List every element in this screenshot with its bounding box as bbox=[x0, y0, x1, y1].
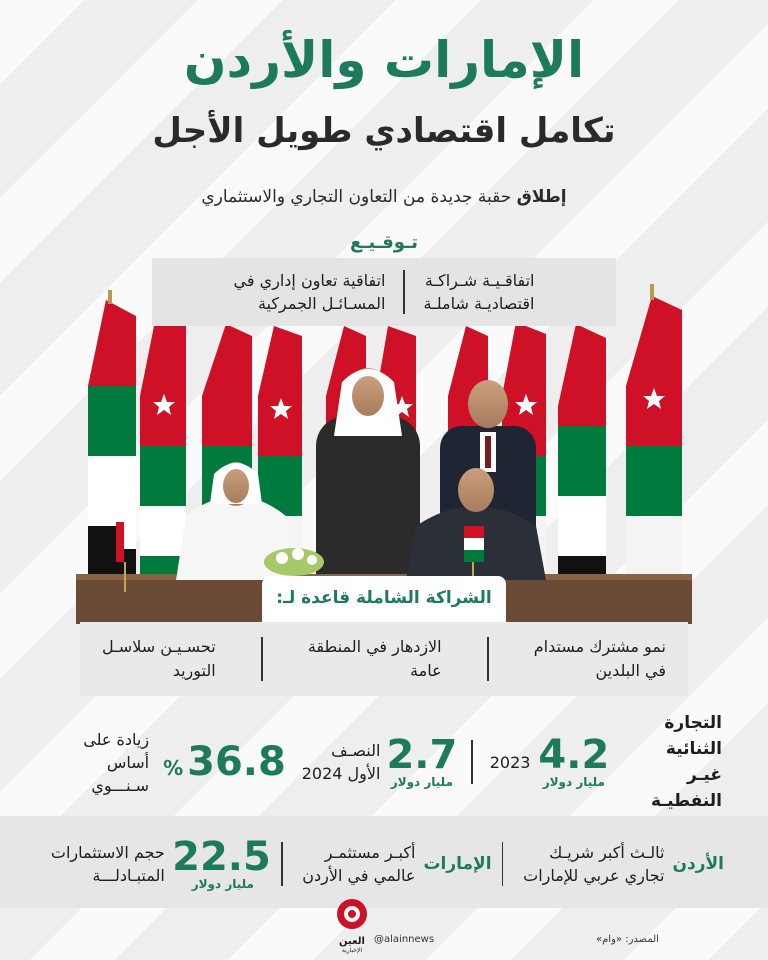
uae-flag-3 bbox=[558, 324, 606, 596]
social-handle: @alainnews bbox=[374, 934, 435, 945]
page-subtitle: تكامل اقتصادي طويل الأجل bbox=[152, 111, 616, 151]
signing-item bbox=[405, 269, 552, 315]
trade-2023-value-block bbox=[538, 732, 610, 789]
partnership-box bbox=[80, 622, 688, 696]
signing-photo bbox=[76, 276, 692, 624]
divider bbox=[471, 740, 473, 784]
launch-line bbox=[0, 184, 768, 210]
trade-h1-line: النصـف bbox=[331, 741, 381, 760]
growth-line: سـنـــوي bbox=[91, 775, 150, 795]
uae-line: أكبـر مستثمـر bbox=[324, 843, 416, 862]
growth-label bbox=[46, 728, 149, 797]
partnership-tag: الشراكة الشاملة قاعدة لـ: bbox=[262, 576, 506, 622]
partnership-line: نمو مشترك مستدام bbox=[533, 637, 666, 656]
partnership-line: التوريد bbox=[172, 661, 216, 680]
partnership-line: تحسـيـن سلاسـل bbox=[102, 637, 216, 656]
trade-label-line: التجارة الثنائية bbox=[664, 713, 722, 759]
trade-2023-year: 2023 bbox=[489, 752, 531, 772]
signing-item-line: اتفاقية تعاون إداري في bbox=[233, 271, 386, 290]
trade-label bbox=[617, 710, 722, 814]
signing-item-line: المسـائـل الجمركية bbox=[257, 294, 386, 313]
investment-value: 22.5 bbox=[172, 834, 271, 880]
growth-percent: % bbox=[163, 756, 184, 780]
signing-box bbox=[152, 258, 616, 326]
trade-row bbox=[0, 713, 768, 811]
signing-item-line: اتفاقـيـة شـراكـة bbox=[424, 271, 535, 290]
divider bbox=[502, 842, 504, 886]
jordan-label: الأردن bbox=[672, 854, 724, 874]
investment-value-block bbox=[172, 834, 271, 891]
jordan-flag-4 bbox=[626, 296, 682, 596]
partnership-line: في البلدين bbox=[595, 661, 666, 680]
logo-subtext: الإخبارية bbox=[341, 947, 363, 954]
trade-2023-value: 4.2 bbox=[538, 732, 610, 778]
uae-text bbox=[293, 841, 416, 887]
logo-text: العين bbox=[339, 936, 365, 947]
page-title: الإمارات والأردن bbox=[183, 31, 585, 89]
divider bbox=[403, 270, 405, 314]
divider bbox=[281, 842, 283, 886]
signing-item bbox=[216, 269, 404, 315]
investment-line: المتبـادلـــة bbox=[92, 866, 165, 885]
source-credit: المصدر: «وام» bbox=[596, 934, 659, 945]
uae-label: الإمارات bbox=[423, 854, 492, 874]
divider bbox=[487, 637, 489, 681]
trade-2023-unit: مليار دولار bbox=[542, 775, 605, 789]
launch-text: حقبة جديدة من التعاون التجاري والاستثماري bbox=[201, 187, 517, 207]
partnership-line: الازدهار في المنطقة bbox=[307, 637, 442, 656]
growth-value: 36.8 bbox=[187, 739, 286, 785]
partnership-line: عامة bbox=[410, 661, 442, 680]
jordan-text bbox=[513, 841, 664, 887]
investment-line: حجم الاستثمارات bbox=[50, 843, 165, 862]
partnership-item bbox=[526, 635, 674, 683]
signing-label: تـوقـيـع bbox=[350, 232, 418, 253]
flower-centerpiece bbox=[264, 548, 324, 576]
investment-label bbox=[44, 841, 165, 887]
growth-value-block bbox=[163, 739, 286, 785]
launch-bold: إطلاق bbox=[516, 187, 567, 207]
uae-line: عالمي في الأردن bbox=[302, 866, 416, 885]
jordan-line: ثالـث أكبر شريـك bbox=[549, 843, 665, 862]
jordan-line: تجاري عربي للإمارات bbox=[523, 866, 665, 885]
trade-h1-unit: مليار دولار bbox=[390, 775, 454, 789]
trade-h1-label bbox=[292, 739, 381, 785]
trade-h1-value: 2.7 bbox=[386, 732, 458, 778]
growth-line: زيادة على أساس bbox=[83, 729, 150, 772]
trade-label-line: غيـر النفطيـة bbox=[650, 765, 722, 811]
investment-unit: مليار دولار bbox=[191, 877, 254, 891]
divider bbox=[261, 637, 263, 681]
partnership-item bbox=[300, 635, 450, 683]
signing-item-line: اقتصاديـة شاملـة bbox=[423, 294, 535, 313]
trade-h1-value-block bbox=[386, 732, 458, 789]
trade-h1-line: الأول 2024 bbox=[301, 764, 381, 783]
alain-logo bbox=[334, 898, 370, 954]
investment-row bbox=[0, 834, 768, 894]
alain-logo-icon bbox=[334, 898, 370, 932]
jordan-flag-1 bbox=[140, 326, 186, 596]
partnership-item bbox=[94, 635, 224, 683]
